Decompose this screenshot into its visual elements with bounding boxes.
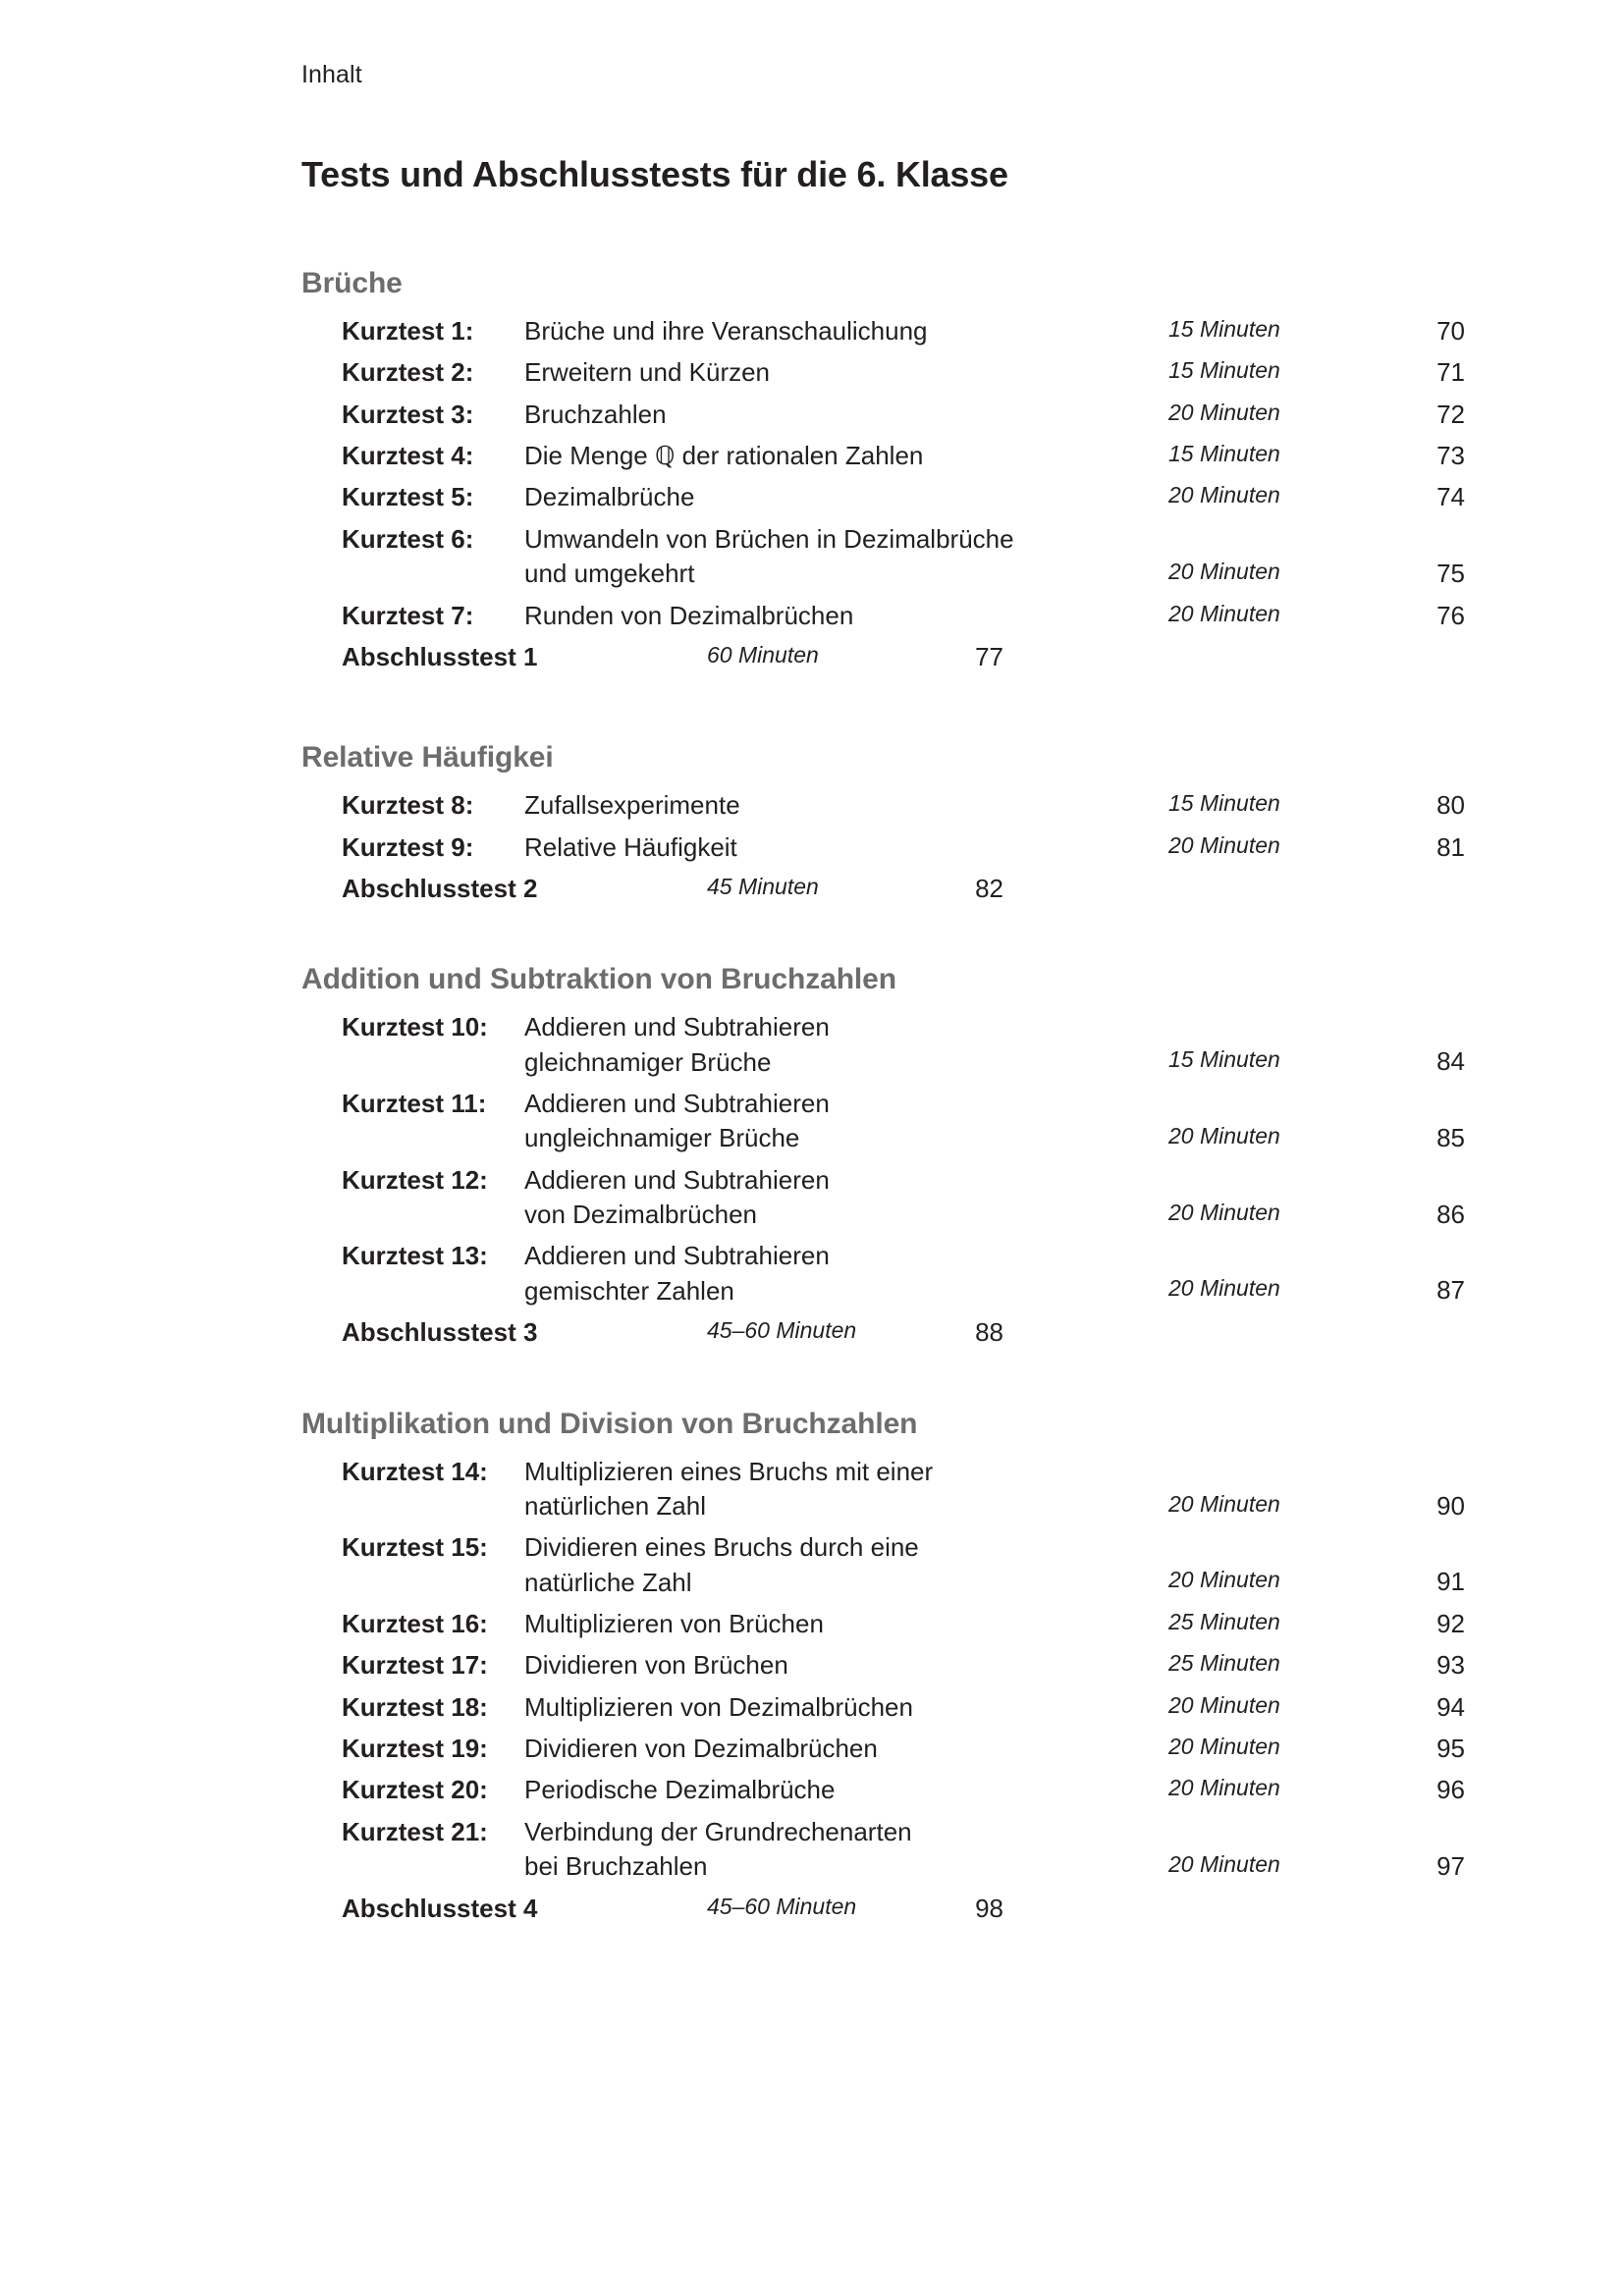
toc-row-kurztest[interactable]: [0, 480, 1624, 514]
toc-row-kurztest[interactable]: [0, 1607, 1624, 1641]
toc-row-description-line: gleichnamiger Brüche: [524, 1046, 772, 1077]
toc-row-kurztest[interactable]: [0, 1773, 1624, 1807]
toc-row-duration: 20 Minuten: [1168, 1123, 1280, 1149]
toc-row-description-line: Multiplizieren von Brüchen: [524, 1608, 824, 1638]
toc-row-label: Kurztest 12:: [342, 1164, 488, 1195]
toc-row-description: [524, 1732, 1168, 1766]
toc-row-page-number: 76: [1436, 600, 1465, 630]
toc-row-kurztest[interactable]: [0, 1690, 1624, 1725]
toc-row-kurztest[interactable]: [0, 1455, 1624, 1524]
toc-row-description-line: natürliche Zahl: [524, 1567, 692, 1597]
toc-row-duration: 15 Minuten: [1168, 790, 1280, 817]
toc-row-description: [524, 355, 1168, 390]
toc-row-kurztest[interactable]: [0, 1239, 1624, 1308]
toc-row-kurztest[interactable]: [0, 398, 1624, 432]
toc-row-page-number: 92: [1436, 1608, 1465, 1638]
toc-row-page-number: 80: [1436, 790, 1465, 821]
toc-row-duration: 20 Minuten: [1168, 1199, 1280, 1225]
toc-row-description: [524, 1607, 1168, 1641]
toc-row-kurztest[interactable]: [0, 1648, 1624, 1682]
toc-row-description-line: Brüche und ihre Veranschaulichung: [524, 316, 928, 346]
toc-list: [0, 267, 1624, 1926]
running-header: Inhalt: [301, 61, 362, 88]
toc-row-kurztest[interactable]: [0, 1815, 1624, 1885]
toc-row-kurztest[interactable]: [0, 1010, 1624, 1080]
toc-row-duration: 20 Minuten: [1168, 1567, 1280, 1593]
toc-row-page-number: 77: [975, 641, 1003, 671]
toc-row-page-number: 85: [1436, 1123, 1465, 1153]
toc-row-label: Kurztest 18:: [342, 1691, 488, 1722]
toc-row-duration: 15 Minuten: [1168, 357, 1280, 384]
toc-row-description: [524, 480, 1168, 514]
toc-row-page-number: 96: [1436, 1775, 1465, 1805]
toc-row-label: Kurztest 8:: [342, 790, 474, 821]
toc-row-page-number: 73: [1436, 441, 1465, 471]
toc-row-kurztest[interactable]: [0, 1087, 1624, 1156]
toc-row-description: [524, 1455, 1168, 1524]
toc-row-kurztest[interactable]: [0, 522, 1624, 592]
toc-row-page-number: 94: [1436, 1691, 1465, 1722]
toc-row-page-number: 74: [1436, 482, 1465, 512]
toc-row-duration: 45 Minuten: [707, 873, 819, 899]
toc-row-label: Kurztest 9:: [342, 831, 474, 862]
toc-row-description: [524, 1239, 1168, 1308]
toc-row-description: [524, 788, 1168, 823]
toc-row-duration: 20 Minuten: [1168, 399, 1280, 425]
toc-row-kurztest[interactable]: [0, 1163, 1624, 1233]
toc-row-duration: 20 Minuten: [1168, 1275, 1280, 1302]
toc-row-duration: 25 Minuten: [1168, 1608, 1280, 1634]
toc-row-label: Kurztest 16:: [342, 1608, 488, 1638]
toc-row-label: Kurztest 20:: [342, 1775, 488, 1805]
toc-row-description-line: Umwandeln von Brüchen in Dezimalbrüche: [524, 523, 1014, 554]
toc-row-duration: 15 Minuten: [1168, 316, 1280, 342]
toc-row-kurztest[interactable]: [0, 830, 1624, 865]
section-heading: Multiplikation und Division von Bruchzahlen: [301, 1407, 918, 1440]
toc-row-label: Abschlusstest 3: [342, 1317, 538, 1348]
toc-row-label: Kurztest 1:: [342, 316, 474, 346]
toc-row-kurztest[interactable]: [0, 1732, 1624, 1766]
toc-row-duration: 25 Minuten: [1168, 1650, 1280, 1677]
toc-row-description: [524, 1648, 1168, 1682]
toc-row-description: [524, 1163, 1168, 1233]
toc-row-label: Kurztest 15:: [342, 1532, 488, 1563]
section-heading: Brüche: [301, 267, 403, 299]
toc-row-page-number: 95: [1436, 1734, 1465, 1764]
toc-row-description-line: Addieren und Subtrahieren: [524, 1089, 830, 1119]
toc-rows: [0, 314, 1624, 674]
toc-row-page-number: 75: [1436, 558, 1465, 588]
toc-rows: [0, 1455, 1624, 1926]
toc-row-page-number: 70: [1436, 316, 1465, 346]
toc-row-description-line: von Dezimalbrüchen: [524, 1200, 758, 1230]
toc-row-description-line: natürlichen Zahl: [524, 1490, 706, 1521]
toc-row-page-number: 98: [975, 1893, 1003, 1923]
toc-row-page-number: 93: [1436, 1650, 1465, 1681]
toc-row-description: [524, 1087, 1168, 1156]
toc-row-duration: 20 Minuten: [1168, 482, 1280, 508]
section-heading: Addition und Subtraktion von Bruchzahlen: [301, 963, 896, 996]
toc-row-description-line: Addieren und Subtrahieren: [524, 1241, 830, 1271]
toc-row-duration: 45–60 Minuten: [707, 1893, 857, 1919]
toc-row-description-line: Periodische Dezimalbrüche: [524, 1775, 836, 1805]
toc-row-label: Abschlusstest 2: [342, 873, 538, 903]
toc-row-kurztest[interactable]: [0, 439, 1624, 473]
toc-row-description-line: Relative Häufigkeit: [524, 831, 737, 862]
toc-row-abschlusstest[interactable]: [0, 640, 1624, 674]
page-title: Tests und Abschlusstests für die 6. Klasse: [301, 154, 1008, 194]
toc-row-page-number: 97: [1436, 1850, 1465, 1881]
toc-row-description: [524, 398, 1168, 432]
toc-row-page-number: 72: [1436, 399, 1465, 429]
toc-row-label: Kurztest 7:: [342, 600, 474, 630]
toc-row-description-line: Dividieren eines Bruchs durch eine: [524, 1532, 919, 1563]
toc-row-label: Kurztest 2:: [342, 357, 474, 388]
toc-row-duration: 20 Minuten: [1168, 600, 1280, 626]
toc-row-page-number: 82: [975, 873, 1003, 903]
toc-row-description-line: Dividieren von Brüchen: [524, 1650, 788, 1681]
toc-row-description: [524, 830, 1168, 865]
toc-row-abschlusstest[interactable]: [0, 1892, 1624, 1926]
toc-row-duration: 60 Minuten: [707, 641, 819, 667]
toc-rows: [0, 1010, 1624, 1350]
toc-row-description-line: Addieren und Subtrahieren: [524, 1164, 830, 1195]
toc-row-kurztest[interactable]: [0, 314, 1624, 348]
toc-row-duration: 45–60 Minuten: [707, 1317, 857, 1344]
toc-row-description-line: Erweitern und Kürzen: [524, 357, 771, 388]
toc-row-label: Abschlusstest 4: [342, 1893, 538, 1923]
toc-row-page-number: 90: [1436, 1490, 1465, 1521]
toc-row-description-line: Bruchzahlen: [524, 399, 667, 429]
toc-section: [0, 741, 1624, 906]
toc-row-abschlusstest[interactable]: [0, 872, 1624, 906]
toc-row-description: [524, 314, 1168, 348]
toc-row-duration: 15 Minuten: [1168, 441, 1280, 467]
toc-row-kurztest[interactable]: [0, 1530, 1624, 1600]
toc-row-label: Kurztest 21:: [342, 1816, 488, 1846]
toc-row-page-number: 86: [1436, 1199, 1465, 1229]
toc-row-kurztest[interactable]: [0, 788, 1624, 823]
toc-row-duration: 20 Minuten: [1168, 1691, 1280, 1718]
toc-row-description: [524, 1690, 1168, 1725]
toc-row-description-line: Verbindung der Grundrechenarten: [524, 1816, 912, 1846]
toc-row-duration: 20 Minuten: [1168, 1734, 1280, 1760]
toc-row-description-line: gemischter Zahlen: [524, 1275, 734, 1306]
toc-row-label: Kurztest 4:: [342, 441, 474, 471]
toc-row-duration: 20 Minuten: [1168, 1850, 1280, 1877]
toc-row-description: [524, 599, 1168, 633]
toc-section: [0, 963, 1624, 1350]
toc-row-duration: 15 Minuten: [1168, 1046, 1280, 1073]
section-heading: Relative Häufigkei: [301, 741, 554, 774]
toc-row-description-line: ungleichnamiger Brüche: [524, 1123, 800, 1153]
toc-row-description: [524, 1773, 1168, 1807]
toc-row-label: Kurztest 14:: [342, 1456, 488, 1486]
toc-row-page-number: 88: [975, 1317, 1003, 1348]
toc-row-abschlusstest[interactable]: [0, 1315, 1624, 1350]
toc-row-description-line: Multiplizieren eines Bruchs mit einer: [524, 1456, 934, 1486]
toc-row-label: Kurztest 11:: [342, 1089, 487, 1119]
toc-row-description: [524, 1530, 1168, 1600]
toc-row-duration: 20 Minuten: [1168, 831, 1280, 858]
toc-row-page-number: 71: [1436, 357, 1465, 388]
toc-row-description-line: bei Bruchzahlen: [524, 1851, 708, 1882]
toc-row-description-line: Die Menge ℚ der rationalen Zahlen: [524, 441, 924, 471]
toc-row-label: Kurztest 3:: [342, 399, 474, 429]
toc-row-label: Kurztest 5:: [342, 482, 474, 512]
toc-row-description-line: Dividieren von Dezimalbrüchen: [524, 1734, 878, 1764]
toc-row-page-number: 87: [1436, 1275, 1465, 1306]
toc-row-label: Kurztest 19:: [342, 1734, 488, 1764]
toc-row-description: [524, 1815, 1168, 1885]
toc-row-duration: 20 Minuten: [1168, 1775, 1280, 1801]
toc-row-label: Kurztest 10:: [342, 1012, 488, 1042]
toc-row-page-number: 91: [1436, 1567, 1465, 1597]
toc-row-duration: 20 Minuten: [1168, 558, 1280, 584]
toc-row-description-line: Zufallsexperimente: [524, 790, 740, 821]
toc-row-description: [524, 1010, 1168, 1080]
toc-row-description-line: Addieren und Subtrahieren: [524, 1012, 830, 1042]
toc-row-description-line: Dezimalbrüche: [524, 482, 695, 512]
toc-row-label: Kurztest 17:: [342, 1650, 488, 1681]
toc-row-description-line: und umgekehrt: [524, 559, 695, 589]
toc-rows: [0, 788, 1624, 906]
toc-row-description: [524, 439, 1168, 473]
toc-section: [0, 1408, 1624, 1926]
toc-row-description-line: Runden von Dezimalbrüchen: [524, 600, 854, 630]
toc-row-duration: 20 Minuten: [1168, 1490, 1280, 1517]
toc-row-label: Kurztest 6:: [342, 523, 474, 554]
toc-row-kurztest[interactable]: [0, 599, 1624, 633]
toc-row-description: [524, 522, 1168, 592]
toc-row-label: Kurztest 13:: [342, 1241, 488, 1271]
toc-section: [0, 267, 1624, 674]
toc-row-description-line: Multiplizieren von Dezimalbrüchen: [524, 1691, 913, 1722]
toc-row-label: Abschlusstest 1: [342, 641, 538, 671]
toc-row-page-number: 81: [1436, 831, 1465, 862]
toc-row-kurztest[interactable]: [0, 355, 1624, 390]
toc-row-page-number: 84: [1436, 1046, 1465, 1077]
